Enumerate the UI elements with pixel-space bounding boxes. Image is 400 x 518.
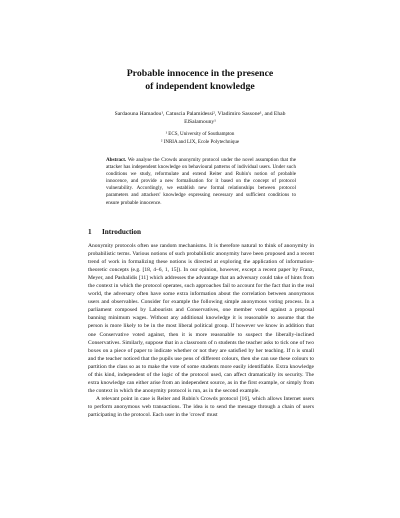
affiliation-inria: ² INRIA and LIX, Ecole Polytechnique (160, 140, 240, 145)
paragraph-2: A relevant point in case is Reiter and Rubin's Crowds protocol [16], which allows Internet users to perform anonymous web transactions. The idea is to send the message through a chain of users participating in the protocol. Each user in the 'crowd' must (88, 395, 314, 418)
section-number: 1 (88, 228, 92, 236)
paragraph-1: Anonymity protocols often use random mechanisms. It is therefore natural to think of anonymity in probabilistic terms. Various notions of such probabilistic anonymity have been proposed and a recent trend of work in formalizing these notions is directed at exploring the application of information-theoretic concepts (e.g. [18, 4–6, 1, 15]). In our opinion, however, except a recent paper by Franz, Meyer, and Pashalidis [11] which addresses the advantage that an adversary could take of hints from the context in which the protocol operates, such approaches fail to account for the fact that in the real world, the adversary often have some extra information about the correlation between anonymous users and observables. Consider for example the following simple anonymous voting process. In a parliament composed by Labourists and Conservatives, one member voted against a proposal banning minimum wages. Without any additional knowledge it is reasonable to assume that the person is more likely to be in the most liberal political group. If however we know in addition that one Conservative voted against, then it is more reasonable to suspect the liberally-inclined Conservatives. Similarly, suppose that in a classroom of n students the teacher asks to tick one of two boxes on a piece of paper to indicate whether or not they are satisfied by her teaching. If n is small and the teacher noticed that the pupils use pens of different colours, then she can use these colours to partition the class so as to make the vote of some students more easily identifiable. Extra knowledge of this kind, independent of the logic of the protocol used, can affect dramatically its security. The extra knowledge can either arise from an independent source, as in the first example, or simply from the context in which the anonymity protocol is run, as in the second example. (88, 243, 314, 394)
section-heading (88, 228, 141, 236)
section-title: Introduction (102, 228, 142, 236)
abstract (106, 157, 296, 207)
authors-line2: ElSalamouny¹ (184, 119, 216, 125)
affiliation-southampton: ¹ ECS, University of Southampton (165, 132, 235, 137)
body-text (88, 242, 314, 419)
abstract-text: We analyse the Crowds anonymity protocol under the novel assumption that the attacker has independent knowledge on behavioural patterns of individual users. Under such conditions we study, reformulate and extend Reiter and Rubin's notion of probable innocence, and provide a new formalisation for it based on the concept of protocol vulnerability. Accordingly, we establish new formal relationships between protocol parameters and attackers' knowledge expressing necessary and sufficient conditions to ensure probable innocence. (106, 157, 296, 206)
paper-title-line1: Probable innocence in the presence (126, 68, 274, 79)
abstract-label: Abstract. (106, 157, 127, 163)
authors-line1: Sardaouna Hamadou¹, Catuscia Palamidessi², Vladimiro Sassone¹, and Ehab (114, 111, 286, 117)
paper-title-line2: of independent knowledge (145, 81, 255, 92)
